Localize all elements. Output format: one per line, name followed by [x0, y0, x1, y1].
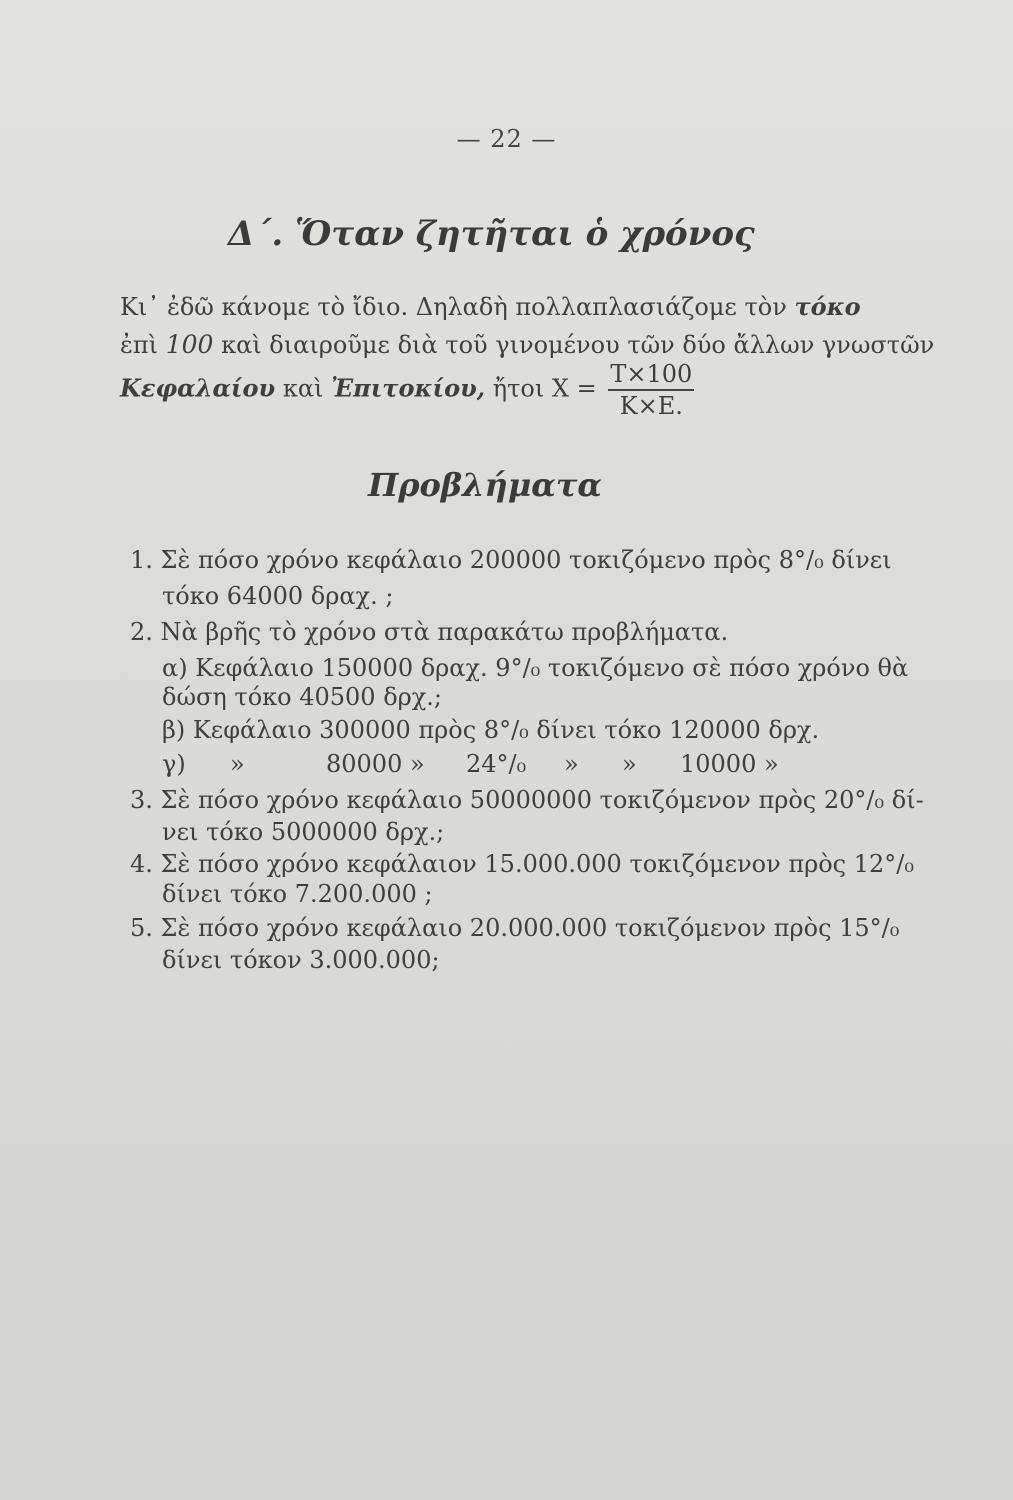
problem-4-line-1: 4. Σὲ πόσο χρόνο κεφάλαιον 15.000.000 τοκιζόμενον πρὸς 12°/₀ — [130, 850, 914, 878]
section-title: Δ΄. Ὅταν ζητῆται ὁ χρόνος — [228, 214, 755, 254]
problem-2c-rate: 24°/₀ — [466, 750, 527, 778]
page-number: — 22 — — [456, 125, 557, 153]
problem-2c-ditto: » — [564, 750, 579, 778]
intro-text: ἐπὶ — [120, 331, 159, 359]
problem-1-line-1: 1. Σὲ πόσο χρόνο κεφάλαιο 200000 τοκιζόμενο πρὸς 8°/₀ δίνει — [130, 546, 892, 574]
problem-2a-line-2: δώση τόκο 40500 δρχ.; — [162, 683, 443, 711]
intro-emphasis-epitokiou: Ἐπιτοκίου, — [331, 373, 486, 403]
problem-2c-amount: 80000 » — [326, 750, 425, 778]
problem-3-line-2: νει τόκο 5000000 δρχ.; — [162, 818, 445, 846]
intro-text: καὶ — [282, 374, 324, 403]
problem-2c-ditto: » — [230, 750, 245, 778]
intro-line-2 — [120, 330, 934, 359]
intro-text: καὶ διαιροῦμε διὰ τοῦ γινομένου τῶν δύο ἄλλων γνωστῶν — [221, 331, 935, 359]
problem-2c-label: γ) — [162, 750, 186, 778]
problem-2c-ditto: » — [622, 750, 637, 778]
intro-emphasis-kefalaiou: Κεφαλαίου — [120, 373, 276, 403]
intro-line-3 — [120, 360, 694, 420]
intro-text: ἤτοι Χ = — [492, 374, 597, 403]
problems-title: Προβλήματα — [368, 466, 603, 504]
intro-text: Κι᾽ ἐδῶ κάνομε τὸ ἴδιο. Δηλαδὴ πολλαπλασιάζομε τὸν — [120, 293, 787, 321]
problem-3-line-1: 3. Σὲ πόσο χρόνο κεφάλαιο 50000000 τοκιζόμενον πρὸς 20°/₀ δί- — [130, 786, 924, 814]
formula-numerator: Τ×100 — [608, 360, 694, 391]
problem-5-line-1: 5. Σὲ πόσο χρόνο κεφάλαιο 20.000.000 τοκιζόμενον πρὸς 15°/₀ — [130, 914, 900, 942]
formula-denominator: Κ×Ε. — [619, 392, 683, 420]
problem-5-line-2: δίνει τόκον 3.000.000; — [162, 946, 440, 974]
problem-2c-interest: 10000 » — [680, 750, 779, 778]
intro-line-1 — [120, 292, 861, 321]
problem-2a-line-1: α) Κεφάλαιο 150000 δραχ. 9°/₀ τοκιζόμενο σὲ πόσο χρόνο θὰ — [162, 654, 909, 682]
formula-fraction — [608, 360, 694, 420]
problem-1-line-2: τόκο 64000 δραχ. ; — [162, 582, 394, 610]
problem-4-line-2: δίνει τόκο 7.200.000 ; — [162, 880, 433, 908]
problem-2b: β) Κεφάλαιο 300000 πρὸς 8°/₀ δίνει τόκο 120000 δρχ. — [162, 716, 820, 744]
intro-emphasis-tokos: τόκο — [794, 292, 861, 321]
problem-2: 2. Νὰ βρῆς τὸ χρόνο στὰ παρακάτω προβλήματα. — [130, 618, 729, 646]
intro-number-100: 100 — [165, 330, 214, 359]
